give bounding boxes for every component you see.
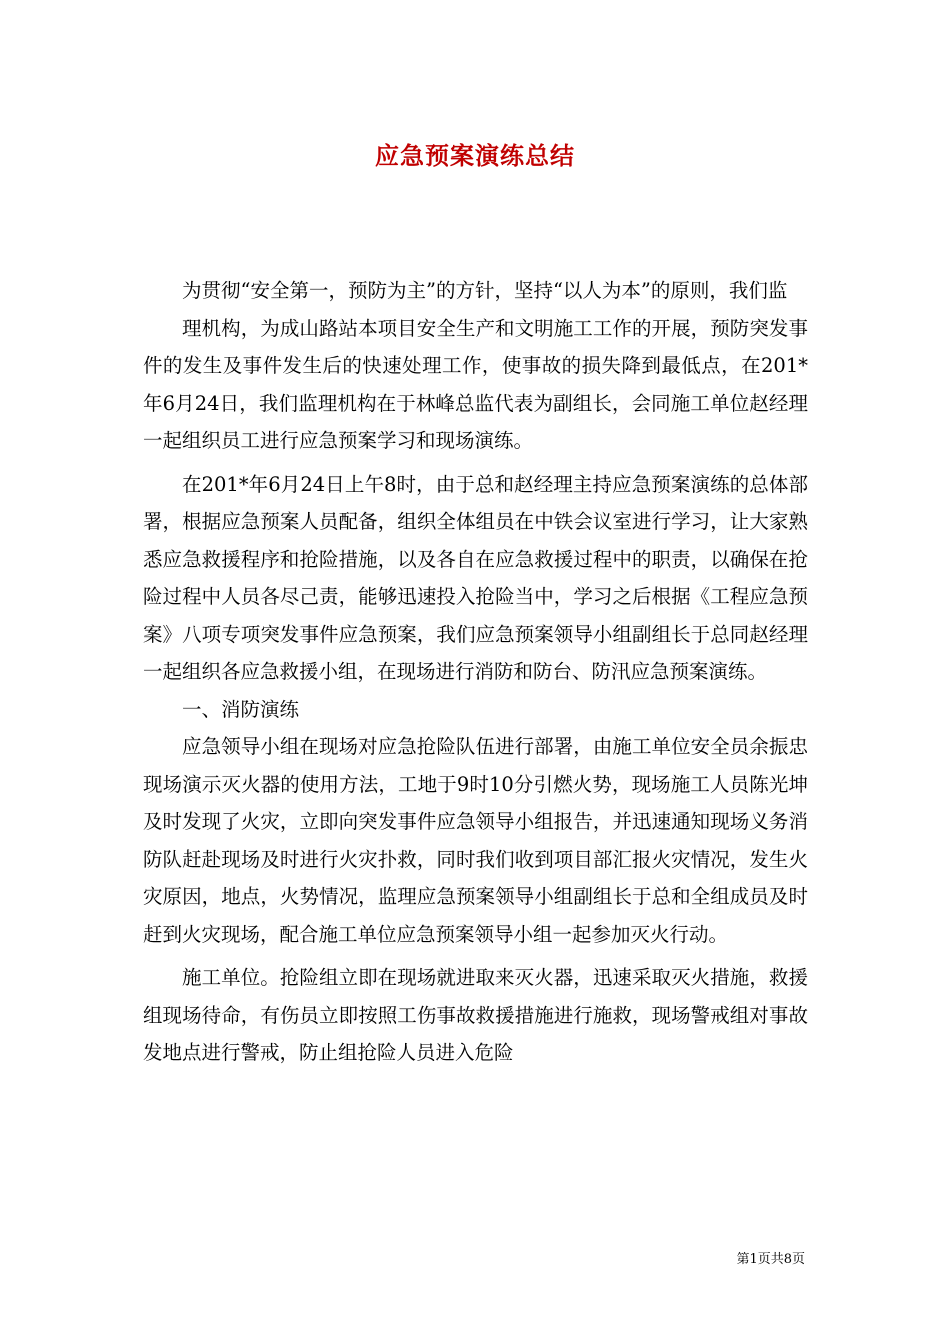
paragraph-fire-drill: 应急领导小组在现场对应急抢险队伍进行部署，由施工单位安全员余振忠现场演示灭火器的使用方法，工地于9时10分引燃火势，现场施工人员陈光坤及时发现了火灾，立即向突发事件应急领导小组报告，并迅速通知现场义务消防队赶赴现场及时进行火灾扑救，同时我们收到项目部汇报火灾情况，发生火灾原因，地点，火势情况，监理应急预案领导小组副组长于总和全组成员及时赶到火灾现场，配合施工单位应急预案领导小组一起参加灭火行动。 [143, 735, 808, 946]
page-number: 第1页共8页 [736, 1252, 805, 1267]
section-heading-fire-drill: 一、消防演练 [182, 697, 300, 721]
paragraph-intro: 为贯彻“安全第一，预防为主”的方针，坚持“以人为本”的原则，我们监 [182, 279, 788, 302]
paragraph-supervision: 理机构，为成山路站本项目安全生产和文明施工工作的开展，预防突发事件的发生及事件发生后的快速处理工作，使事故的损失降到最低点，在201*年6月24日，我们监理机构在于林峰总监代表为副组长，会同施工单位赵经理一起组织员工进行应急预案学习和现场演练。 [143, 316, 808, 452]
document-body [143, 272, 808, 1072]
paragraph-training: 在201*年6月24日上午8时，由于总和赵经理主持应急预案演练的总体部署，根据应急预案人员配备，组织全体组员在中铁会议室进行学习，让大家熟悉应急救援程序和抢险措施，以及各自在应急救援过程中的职责，以确保在抢险过程中人员各尽己责，能够迅速投入抢险当中，学习之后根据《工程应急预案》八项专项突发事件应急预案，我们应急预案领导小组副组长于总同赵经理一起组织各应急救援小组，在现场进行消防和防台、防汛应急预案演练。 [143, 472, 808, 683]
paragraph-construction-unit: 施工单位。抢险组立即在现场就进取来灭火器，迅速采取灭火措施，救援组现场待命，有伤员立即按照工伤事故救援措施进行施救，现场警戒组对事故发地点进行警戒，防止组抢险人员进入危险 [143, 966, 808, 1064]
document-title: 应急预案演练总结 [375, 141, 575, 170]
